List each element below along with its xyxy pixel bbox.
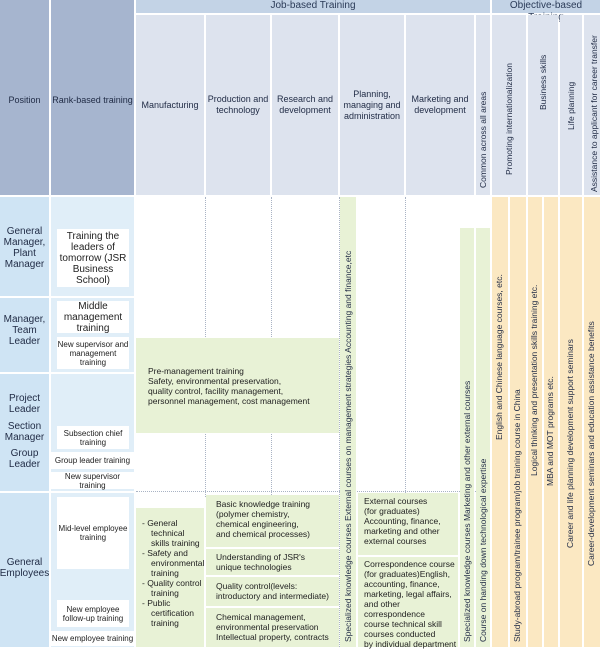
objective-based-title: Objective-based [509,0,583,11]
rank-subsection: Subsection chief training [57,426,129,449]
col-marketing: Marketing and development [406,15,474,195]
pos-divider-1 [0,296,49,298]
vh-intl: Promoting internationalization [504,63,514,175]
transfer-text: Career-development seminars and education assistance benefits [586,321,596,566]
pos-divider-3 [0,491,49,493]
rank-mid-level: Mid-level employee training [57,497,129,569]
pos-divider-2 [0,372,49,374]
pos-sect: Section Manager [4,421,45,443]
chem-block: Chemical management, environmental preservation Intellectual property, contracts [206,608,339,647]
col-manufacturing: Manufacturing [136,15,204,195]
external-block: External courses (for graduates) Accounting, finance, marketing and other external courses [358,493,458,555]
corresp-block: Correspondence course (for graduates)English, accounting, finance, marketing, legal affairs, and other correspondence course technical skill courses conducted by individual department [358,557,458,647]
biz-text-2: MBA and MOT programs etc. [545,376,555,486]
vh-business: Business skills [538,54,548,110]
common-vertical-text: Course on handing down technological expertise [478,458,488,642]
objective-based-band [492,0,600,13]
grid-4 [405,197,406,497]
vh-transfer: Assistance to applicant for career transfer [589,35,599,192]
unique-block: Understanding of JSR's unique technologies [206,549,339,575]
pos-proj: Project Leader [8,393,41,415]
basic-block: Basic knowledge training (polymer chemistry, chemical engineering, and chemical processes) [206,495,339,547]
intl-text-1: English and Chinese language courses, etc. [494,274,504,440]
intl-text-2: Study-abroad program/trainee program/job training course in China [512,389,522,642]
life-text: Career and life planning development support seminars [565,339,575,548]
pos-group: Group Leader [8,448,41,470]
premgmt-block: Pre-management training Safety, environmental preservation, quality control, facility management, personnel management, cost management [136,338,339,433]
col-research: Research and development [272,15,338,195]
vh-life: Life planning [566,81,576,130]
position-header: Position [8,94,41,105]
qc-block: Quality control(levels: introductory and intermediate) [206,577,339,606]
job-based-title: Job-based Training [270,0,356,11]
rank-group-leader: Group leader training [51,452,134,469]
rank-new-employee: New employee training [51,631,134,646]
rank-middle: Middle management training [57,301,129,333]
biz-text-1: Logical thinking and presentation skills training etc. [529,284,539,476]
rank-followup: New employee follow-up training [57,600,129,627]
job-based-band [136,0,490,13]
marketing-vertical-text: Specialized knowledge courses Marketing and other external courses [462,380,472,642]
pos-gm: General Manager, Plant Manager [3,226,46,270]
pos-emp: General Employees [0,557,50,579]
col-production: Production and technology [206,15,270,195]
planning-vertical-text: Specialized knowledge courses External courses on management strategies Accounting and finance,etc [343,250,353,642]
rank-new-supervisor: New supervisor training [51,472,134,489]
row-sep-1 [136,491,476,492]
rank-new-supervisor-mgmt: New supervisor and management training [57,337,129,369]
manuf-block: - General technical skills training - Safety and environmental training - Quality control training - Public certification training [136,508,204,647]
rank-header: Rank-based training [52,94,133,105]
pos-mgr: Manager, Team Leader [3,313,46,347]
rank-leaders: Training the leaders of tomorrow (JSR Business School) [57,229,129,287]
vh-common: Common across all areas [478,91,488,188]
col-planning: Planning, managing and administration [340,15,404,195]
